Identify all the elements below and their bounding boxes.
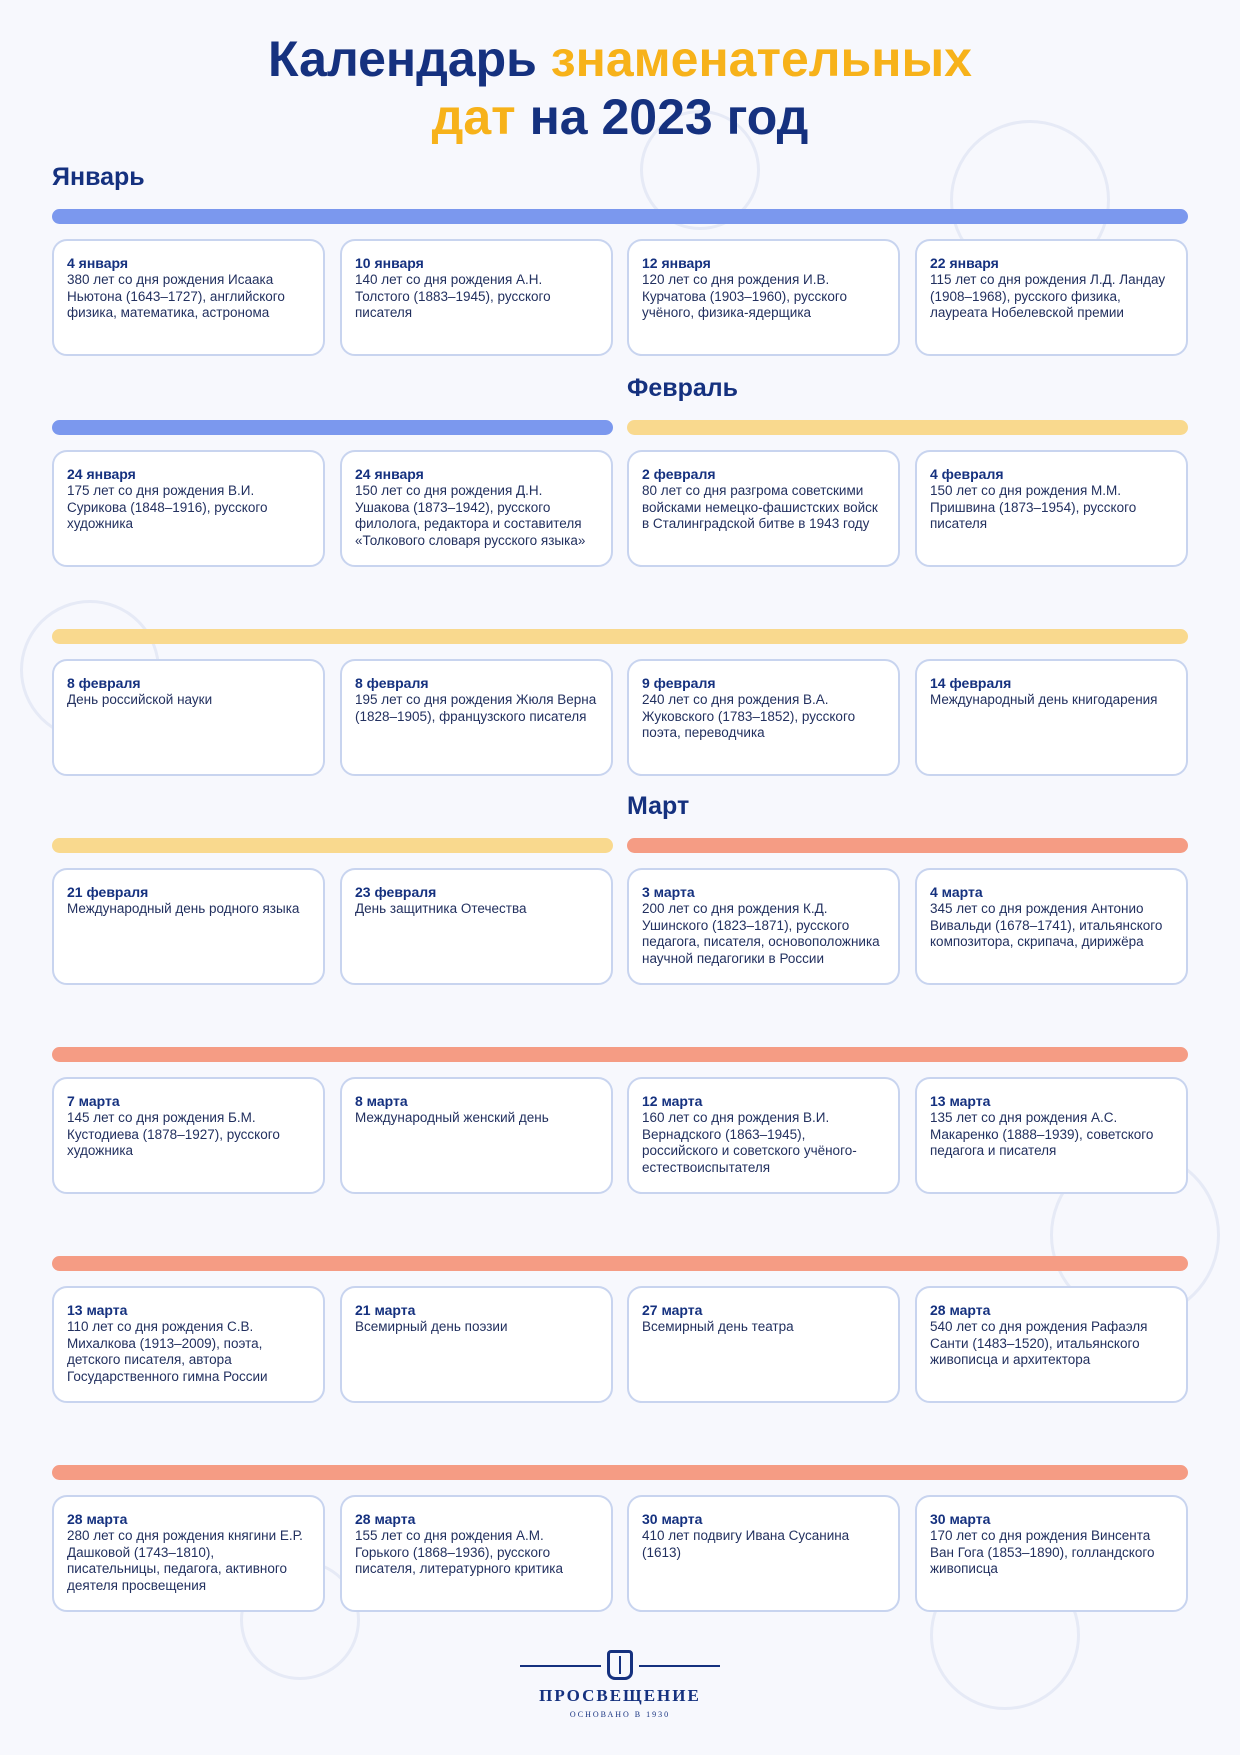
- card-date: 30 марта: [642, 1511, 703, 1527]
- month-bar-february: [627, 420, 1188, 435]
- card-date: 12 марта: [642, 1093, 703, 1109]
- card-text: 160 лет со дня рождения В.И. Вернадского (1863–1945), российского и советского учёного-естествоиспытателя: [642, 1110, 857, 1175]
- card-date: 28 марта: [67, 1511, 128, 1527]
- card-date: 30 марта: [930, 1511, 991, 1527]
- date-card: [52, 659, 325, 776]
- card-date: 27 марта: [642, 1302, 703, 1318]
- card-date: 4 января: [67, 255, 129, 271]
- date-card: [340, 450, 613, 567]
- date-card: [52, 868, 325, 985]
- month-bar-february: [52, 629, 1188, 644]
- date-card: [627, 239, 900, 356]
- date-card: [627, 1495, 900, 1612]
- date-card: [52, 1077, 325, 1194]
- card-text: 540 лет со дня рождения Рафаэля Санти (1483–1520), итальянского живописца и архитектора: [930, 1319, 1148, 1367]
- date-card: [915, 1286, 1188, 1403]
- date-card: [915, 868, 1188, 985]
- date-card: [52, 239, 325, 356]
- date-card: [915, 659, 1188, 776]
- month-heading-february: Февраль: [627, 374, 739, 402]
- card-text: 145 лет со дня рождения Б.М. Кустодиева (1878–1927), русского художника: [67, 1110, 280, 1158]
- card-text: 155 лет со дня рождения А.М. Горького (1868–1936), русского писателя, литературного критика: [355, 1528, 563, 1576]
- month-bar-january: [52, 420, 613, 435]
- card-date: 2 февраля: [642, 466, 716, 482]
- card-date: 21 марта: [355, 1302, 416, 1318]
- card-date: 28 марта: [355, 1511, 416, 1527]
- card-text: 175 лет со дня рождения В.И. Сурикова (1848–1916), русского художника: [67, 483, 268, 531]
- date-card: [915, 239, 1188, 356]
- card-text: 80 лет со дня разгрома советскими войсками немецко-фашистских войск в Сталинградской битве в 1943 году: [642, 483, 878, 531]
- card-date: 9 февраля: [642, 675, 716, 691]
- date-card: [627, 450, 900, 567]
- card-date: 10 января: [355, 255, 424, 271]
- card-text: 170 лет со дня рождения Винсента Ван Гога (1853–1890), голландского живописца: [930, 1528, 1155, 1576]
- card-text: День защитника Отечества: [355, 901, 527, 916]
- date-card: [340, 868, 613, 985]
- card-date: 21 февраля: [67, 884, 149, 900]
- publisher-logo: [520, 1650, 720, 1719]
- date-card: [52, 1495, 325, 1612]
- date-card: [340, 1077, 613, 1194]
- date-card: [627, 1286, 900, 1403]
- card-text: 140 лет со дня рождения А.Н. Толстого (1883–1945), русского писателя: [355, 272, 551, 320]
- month-bar-march: [52, 1256, 1188, 1271]
- month-bar-january: [52, 209, 1188, 224]
- date-card: [915, 1495, 1188, 1612]
- date-card: [340, 659, 613, 776]
- card-text: 110 лет со дня рождения С.В. Михалкова (1913–2009), поэта, детского писателя, автора Государственного гимна России: [67, 1319, 268, 1384]
- logo-rule: [639, 1665, 720, 1667]
- month-heading-january: Январь: [52, 163, 145, 191]
- card-date: 24 января: [67, 466, 136, 482]
- card-date: 23 февраля: [355, 884, 437, 900]
- card-text: 345 лет со дня рождения Антонио Вивальди (1678–1741), итальянского композитора, скрипача, дирижёра: [930, 901, 1163, 949]
- card-text: Международный женский день: [355, 1110, 549, 1125]
- logo-brand-name: ПРОСВЕЩЕНИЕ: [539, 1686, 701, 1705]
- card-text: 410 лет подвигу Ивана Сусанина (1613): [642, 1528, 850, 1560]
- card-text: Всемирный день театра: [642, 1319, 794, 1334]
- card-text: Международный день родного языка: [67, 901, 300, 916]
- date-card: [627, 868, 900, 985]
- card-date: 12 января: [642, 255, 711, 271]
- month-bar-march: [52, 1465, 1188, 1480]
- card-text: 120 лет со дня рождения И.В. Курчатова (1903–1960), русского учёного, физика-ядерщика: [642, 272, 847, 320]
- date-card: [340, 1286, 613, 1403]
- card-text: 150 лет со дня рождения М.М. Пришвина (1873–1954), русского писателя: [930, 483, 1137, 531]
- date-card: [52, 1286, 325, 1403]
- card-date: 4 февраля: [930, 466, 1004, 482]
- card-text: 280 лет со дня рождения княгини Е.Р. Дашковой (1743–1810), писательницы, педагога, активного деятеля просвещения: [67, 1528, 303, 1593]
- card-date: 13 марта: [67, 1302, 128, 1318]
- card-date: 7 марта: [67, 1093, 120, 1109]
- date-card: [627, 659, 900, 776]
- card-text: 240 лет со дня рождения В.А. Жуковского (1783–1852), русского поэта, переводчика: [642, 692, 856, 740]
- date-card: [52, 450, 325, 567]
- month-bar-march: [52, 1047, 1188, 1062]
- logo-tagline: ОСНОВАНО В 1930: [569, 1710, 671, 1719]
- card-text: 200 лет со дня рождения К.Д. Ушинского (1823–1871), русского педагога, писателя, основоположника научной педагогики в России: [642, 901, 880, 966]
- date-card: [340, 1495, 613, 1612]
- logo-rule: [520, 1665, 601, 1667]
- logo-emblem-icon: [607, 1650, 633, 1680]
- card-text: 135 лет со дня рождения А.С. Макаренко (1888–1939), советского педагога и писателя: [930, 1110, 1154, 1158]
- date-card: [340, 239, 613, 356]
- card-text: День российской науки: [67, 692, 213, 707]
- card-text: 150 лет со дня рождения Д.Н. Ушакова (1873–1942), русского филолога, редактора и составителя «Толкового словаря русского языка»: [355, 483, 586, 548]
- month-heading-march: Март: [627, 792, 690, 820]
- card-text: 380 лет со дня рождения Исаака Ньютона (1643–1727), английского физика, математика, астронома: [67, 272, 285, 320]
- date-card: [627, 1077, 900, 1194]
- card-date: 22 января: [930, 255, 999, 271]
- date-card: [915, 1077, 1188, 1194]
- date-card: [915, 450, 1188, 567]
- card-date: 8 февраля: [355, 675, 429, 691]
- card-text: Международный день книгодарения: [930, 692, 1158, 707]
- card-date: 28 марта: [930, 1302, 991, 1318]
- page-title: Календарь знаменательных дат на 2023 год: [268, 31, 972, 145]
- month-bar-february: [52, 838, 613, 853]
- month-bar-march: [627, 838, 1188, 853]
- card-text: 195 лет со дня рождения Жюля Верна (1828–1905), французского писателя: [355, 692, 597, 724]
- card-date: 8 февраля: [67, 675, 141, 691]
- card-date: 3 марта: [642, 884, 695, 900]
- card-date: 4 марта: [930, 884, 983, 900]
- card-date: 13 марта: [930, 1093, 991, 1109]
- card-text: 115 лет со дня рождения Л.Д. Ландау (1908–1968), русского физика, лауреата Нобелевской премии: [930, 272, 1166, 320]
- card-date: 8 марта: [355, 1093, 408, 1109]
- card-date: 14 февраля: [930, 675, 1012, 691]
- card-date: 24 января: [355, 466, 424, 482]
- card-text: Всемирный день поэзии: [355, 1319, 508, 1334]
